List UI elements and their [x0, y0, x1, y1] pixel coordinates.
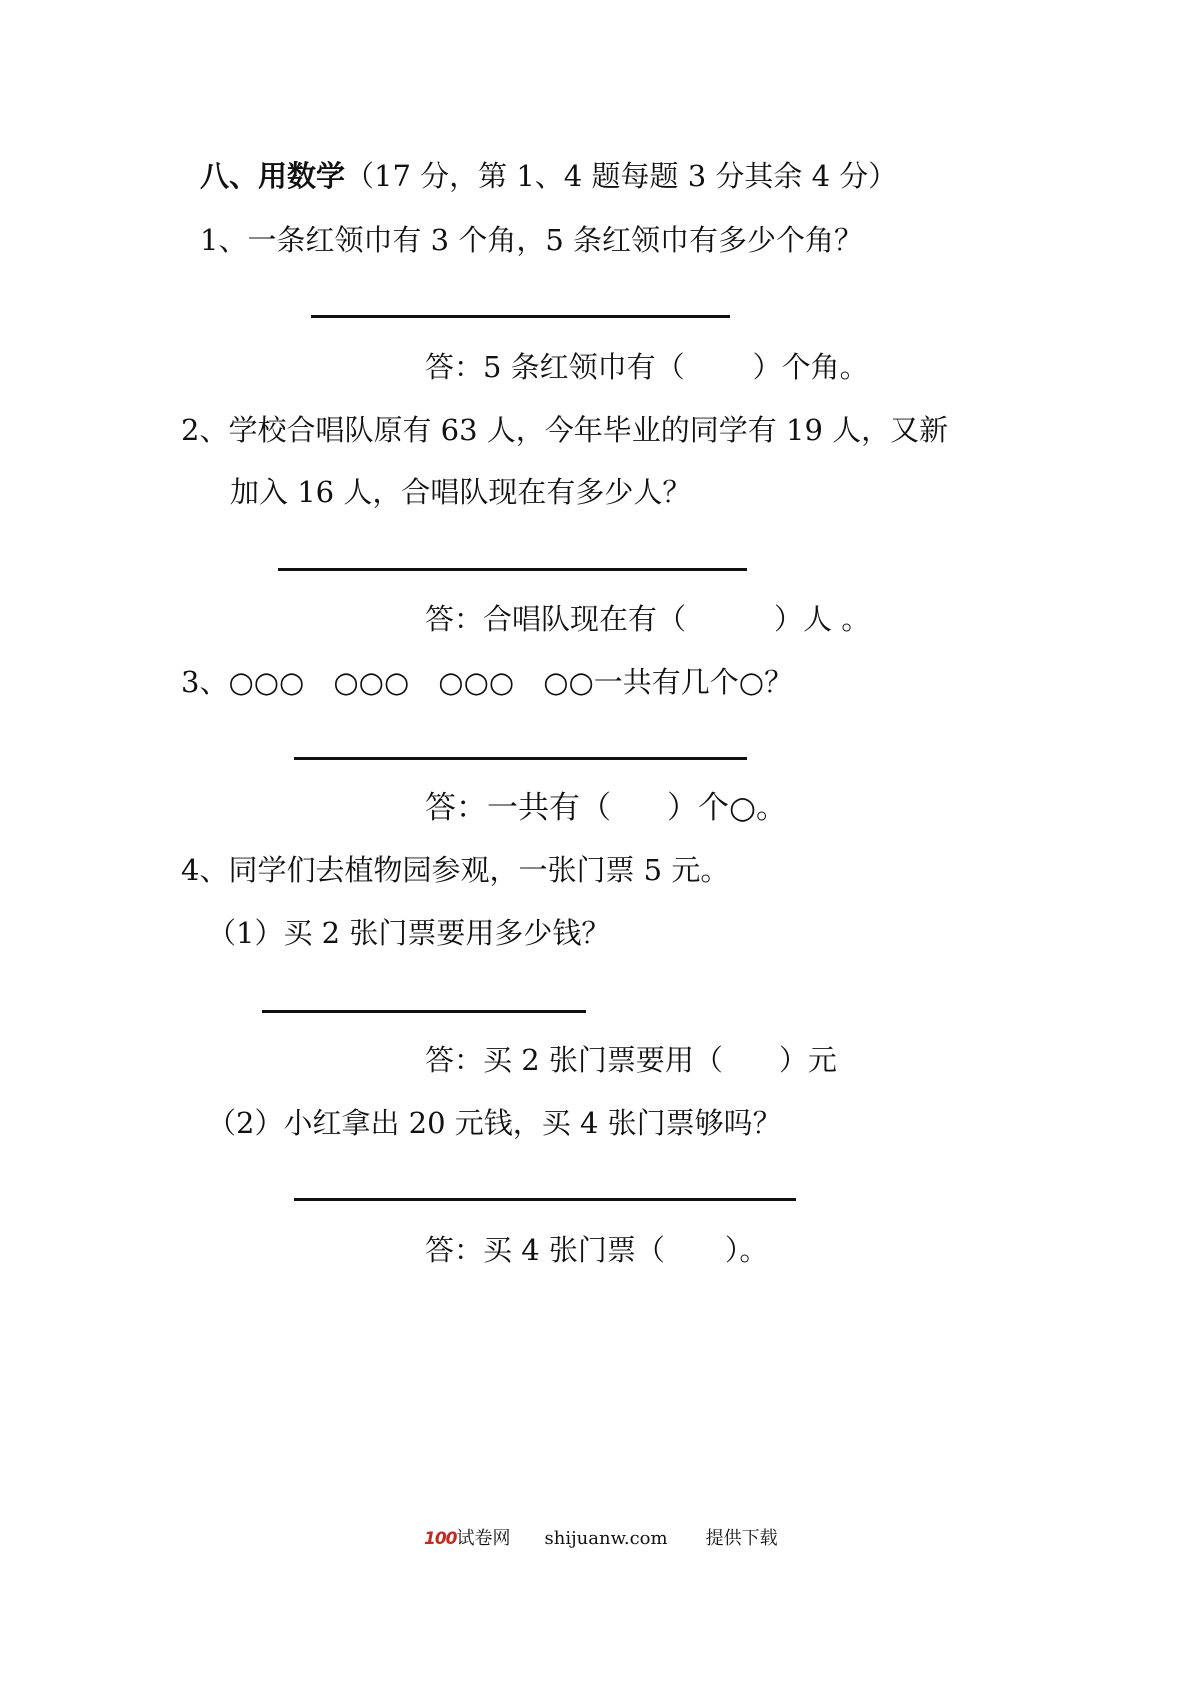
question-3: 3、○○○ ○○○ ○○○ ○○一共有几个○？ [181, 665, 794, 699]
answer-4-2: 答：买 4 张门票（ ）。 [425, 1233, 769, 1267]
question-2-line-2: 加入 16 人，合唱队现在有多少人？ [230, 475, 692, 509]
work-line-4-1 [262, 1010, 586, 1013]
site-name: 试卷网 [456, 1528, 511, 1549]
site-tagline: 提供下载 [705, 1528, 778, 1549]
question-4: 4、同学们去植物园参观，一张门票 5 元。 [181, 853, 730, 887]
answer-3: 答：一共有（ ）个○。 [425, 790, 788, 826]
site-domain[interactable]: shijuanw.com [544, 1528, 668, 1549]
answer-1: 答：5 条红领巾有（ ）个角。 [425, 350, 869, 384]
question-1: 1、一条红领巾有 3 个角，5 条红领巾有多少个角？ [200, 223, 864, 257]
answer-2: 答：合唱队现在有（ ）人 。 [425, 602, 871, 636]
work-line-4-2 [294, 1198, 796, 1201]
answer-4-1: 答：买 2 张门票要用（ ）元 [425, 1043, 837, 1077]
work-line-3 [294, 757, 747, 760]
question-2-line-1: 2、学校合唱队原有 63 人，今年毕业的同学有 19 人，又新 [181, 413, 949, 447]
section-heading [200, 158, 897, 194]
footer [424, 1527, 778, 1551]
work-line-2 [278, 568, 747, 571]
site-logo: 100 [424, 1529, 457, 1549]
section-title: 八、用数学 [200, 159, 346, 193]
work-line-1 [311, 315, 730, 318]
section-scoring: （17 分，第 1、4 题每题 3 分其余 4 分） [345, 159, 898, 193]
question-4-part-2: （2）小红拿出 20 元钱，买 4 张门票够吗？ [207, 1106, 782, 1140]
question-4-part-1: （1）买 2 张门票要用多少钱？ [207, 916, 611, 950]
